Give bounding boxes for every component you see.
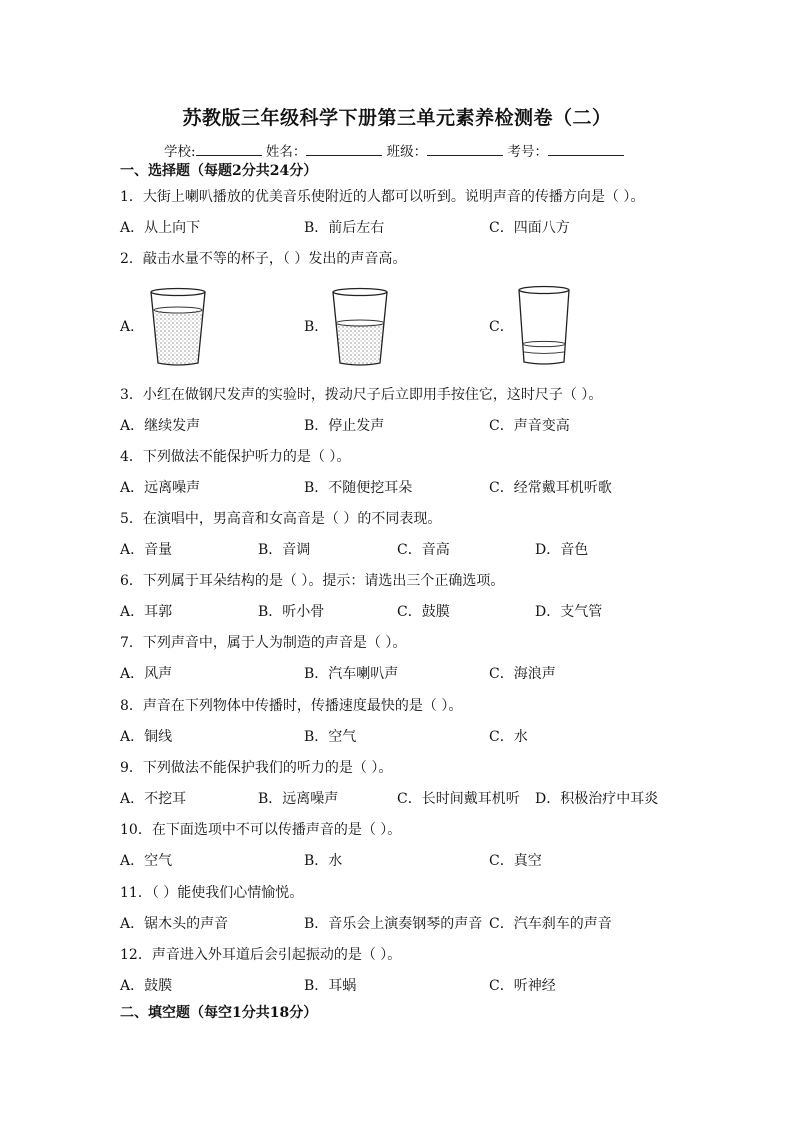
- section-heading-choice: 一、选择题（每题2分共24分）: [120, 163, 318, 179]
- exam-title: 苏教版三年级科学下册第三单元素养检测卷（二）: [182, 107, 612, 129]
- question-stem: 5．在演唱中，男高音和女高音是（ ）的不同表现。: [120, 511, 442, 527]
- option-a: A．从上向下: [120, 220, 201, 236]
- option-b: B．前后左右: [304, 220, 385, 236]
- option-d: D．积极治疗中耳炎: [535, 791, 659, 807]
- option-a: A．鼓膜: [120, 978, 173, 994]
- glass-low-icon: [516, 284, 572, 368]
- question-stem: 7．下列声音中，属于人为制造的声音是（ ）。: [120, 635, 407, 651]
- question-stem: 2．敲击水量不等的杯子，（ ）发出的声音高。: [120, 251, 407, 267]
- option-c: C．水: [489, 729, 528, 745]
- option-b: B．耳蜗: [304, 978, 357, 994]
- option-b: B．水: [304, 853, 343, 869]
- option-c: C．海浪声: [489, 666, 556, 682]
- option-d: D．音色: [535, 542, 589, 558]
- question-stem: 1．大街上喇叭播放的优美音乐使附近的人都可以听到。说明声音的传播方向是（ ）。: [120, 189, 645, 205]
- option-c: C．声音变高: [489, 418, 570, 434]
- question-stem: 4．下列做法不能保护听力的是（ ）。: [120, 449, 351, 465]
- section-heading-fill: 二、填空题（每空1分共18分）: [120, 1005, 318, 1021]
- question-stem: 12．声音进入外耳道后会引起振动的是（ ）。: [120, 947, 402, 963]
- question-stem: 3．小红在做钢尺发声的实验时，拨动尺子后立即用手按住它，这时尺子（ ）。: [120, 387, 603, 403]
- question-stem: 8．声音在下列物体中传播时，传播速度最快的是（ ）。: [120, 698, 463, 714]
- option-a: A．铜线: [120, 729, 173, 745]
- option-c: C．听神经: [489, 978, 556, 994]
- question-stem: 11．（ ）能使我们心情愉悦。: [120, 885, 304, 901]
- option-a: A．远离噪声: [120, 480, 201, 496]
- option-a: A．音量: [120, 542, 173, 558]
- glass-half-icon: [330, 286, 390, 368]
- option-a: A．空气: [120, 853, 173, 869]
- class-label: 班级：: [386, 144, 428, 160]
- question-stem: 6．下列属于耳朵结构的是（ ）。提示：请选出三个正确选项。: [120, 573, 505, 589]
- glass-full-icon: [148, 286, 208, 368]
- option-b: B．: [304, 319, 329, 335]
- option-c: C．汽车刹车的声音: [489, 916, 612, 932]
- option-c: C．四面八方: [489, 220, 570, 236]
- option-d: D．支气管: [535, 604, 603, 620]
- option-b: B．停止发声: [304, 418, 385, 434]
- option-c: C．音高: [397, 542, 450, 558]
- option-a: A．耳郭: [120, 604, 173, 620]
- option-b: B．不随便挖耳朵: [304, 480, 413, 496]
- student-info-line: [164, 140, 624, 160]
- school-label: 学校:: [164, 144, 196, 160]
- option-b: B．音乐会上演奏钢琴的声音: [304, 916, 483, 932]
- name-blank: [306, 143, 382, 156]
- option-a: A．不挖耳: [120, 791, 187, 807]
- option-c: C．: [489, 319, 514, 335]
- option-c: C．长时间戴耳机听: [397, 791, 520, 807]
- option-b: B．空气: [304, 729, 357, 745]
- option-b: B．音调: [258, 542, 311, 558]
- class-blank: [427, 143, 503, 156]
- option-c: C．鼓膜: [397, 604, 450, 620]
- option-c: C．经常戴耳机听歌: [489, 480, 612, 496]
- option-a: A．锯木头的声音: [120, 916, 229, 932]
- exam-no-label: 考号：: [507, 144, 548, 160]
- option-b: B．汽车喇叭声: [304, 666, 399, 682]
- name-label: 姓名：: [265, 144, 307, 160]
- question-stem: 10．在下面选项中不可以传播声音的是（ ）。: [120, 822, 402, 838]
- option-b: B．远离噪声: [258, 791, 339, 807]
- option-b: B．听小骨: [258, 604, 325, 620]
- option-a: A．: [120, 319, 145, 335]
- exam-no-blank: [548, 143, 624, 156]
- question-stem: 9．下列做法不能保护我们的听力的是（ ）。: [120, 760, 393, 776]
- school-blank: [196, 143, 262, 156]
- option-a: A．风声: [120, 666, 173, 682]
- option-c: C．真空: [489, 853, 542, 869]
- option-a: A．继续发声: [120, 418, 201, 434]
